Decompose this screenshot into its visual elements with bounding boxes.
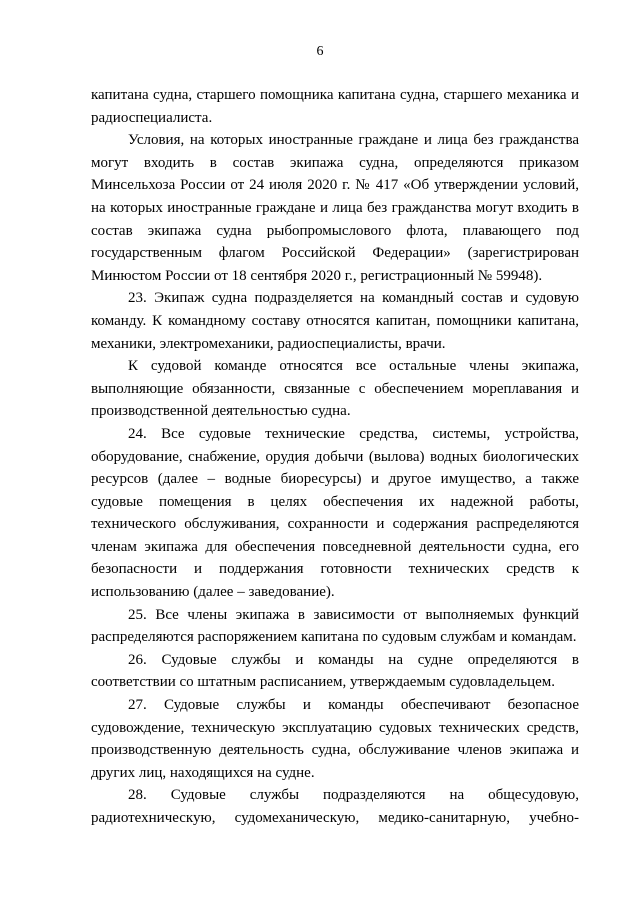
- paragraph-25: 25. Все члены экипажа в зависимости от выполняемых функций распределяются распоряжением капитана по судовым службам и командам.: [91, 606, 579, 646]
- paragraph-23: 23. Экипаж судна подразделяется на командный состав и судовую команду. К командному составу относятся капитан, помощники капитана, механики, электромеханики, радиоспециалисты, врачи.: [91, 290, 579, 352]
- page-number: 6: [316, 44, 324, 59]
- paragraph-ship-crew: К судовой команде относятся все остальные члены экипажа, выполняющие обязанности, связанные с обеспечением мореплавания и производственной деятельностью судна.: [91, 358, 579, 420]
- paragraph-26: 26. Судовые службы и команды на судне определяются в соответствии со штатным расписанием, утверждаемым судовладельцем.: [91, 651, 579, 691]
- paragraph-foreign-crew-conditions: Условия, на которых иностранные граждане и лица без гражданства могут входить в состав экипажа судна, определяются приказом Минсельхоза России от 24 июля 2020 г. № 417 «Об утверждении условий, на которых иностранные граждане и лица без гражданства могут входить в состав экипажа судна рыбопромыслового флота, плавающего под государственным флагом Российской Федерации» (зарегистрирован Минюстом России от 18 сентября 2020 г., регистрационный № 59948).: [91, 132, 579, 284]
- paragraph-24: 24. Все судовые технические средства, системы, устройства, оборудование, снабжение, орудия добычи (вылова) водных биологических ресурсов (далее – водные биоресурсы) и другое имущество, а также судовые помещения в целях обеспечения их надежной работы, технического обслуживания, сохранности и содержания распределяются членам экипажа для обеспечения повседневной деятельности судна, его безопасности и поддержания готовности технических средств к использованию (далее – заведование).: [91, 425, 579, 601]
- document-body: [91, 84, 579, 830]
- paragraph-27: 27. Судовые службы и команды обеспечивают безопасное судовождение, техническую эксплуатацию судовых технических средств, производственную деятельность судна, обслуживание членов экипажа и других лиц, находящихся на судне.: [91, 697, 579, 781]
- paragraph-28: 28. Судовые службы подразделяются на общесудовую, радиотехническую, судомеханическую, медико-санитарную, учебно-: [91, 787, 579, 826]
- paragraph-continuation: капитана судна, старшего помощника капитана судна, старшего механика и радиоспециалиста.: [91, 87, 579, 126]
